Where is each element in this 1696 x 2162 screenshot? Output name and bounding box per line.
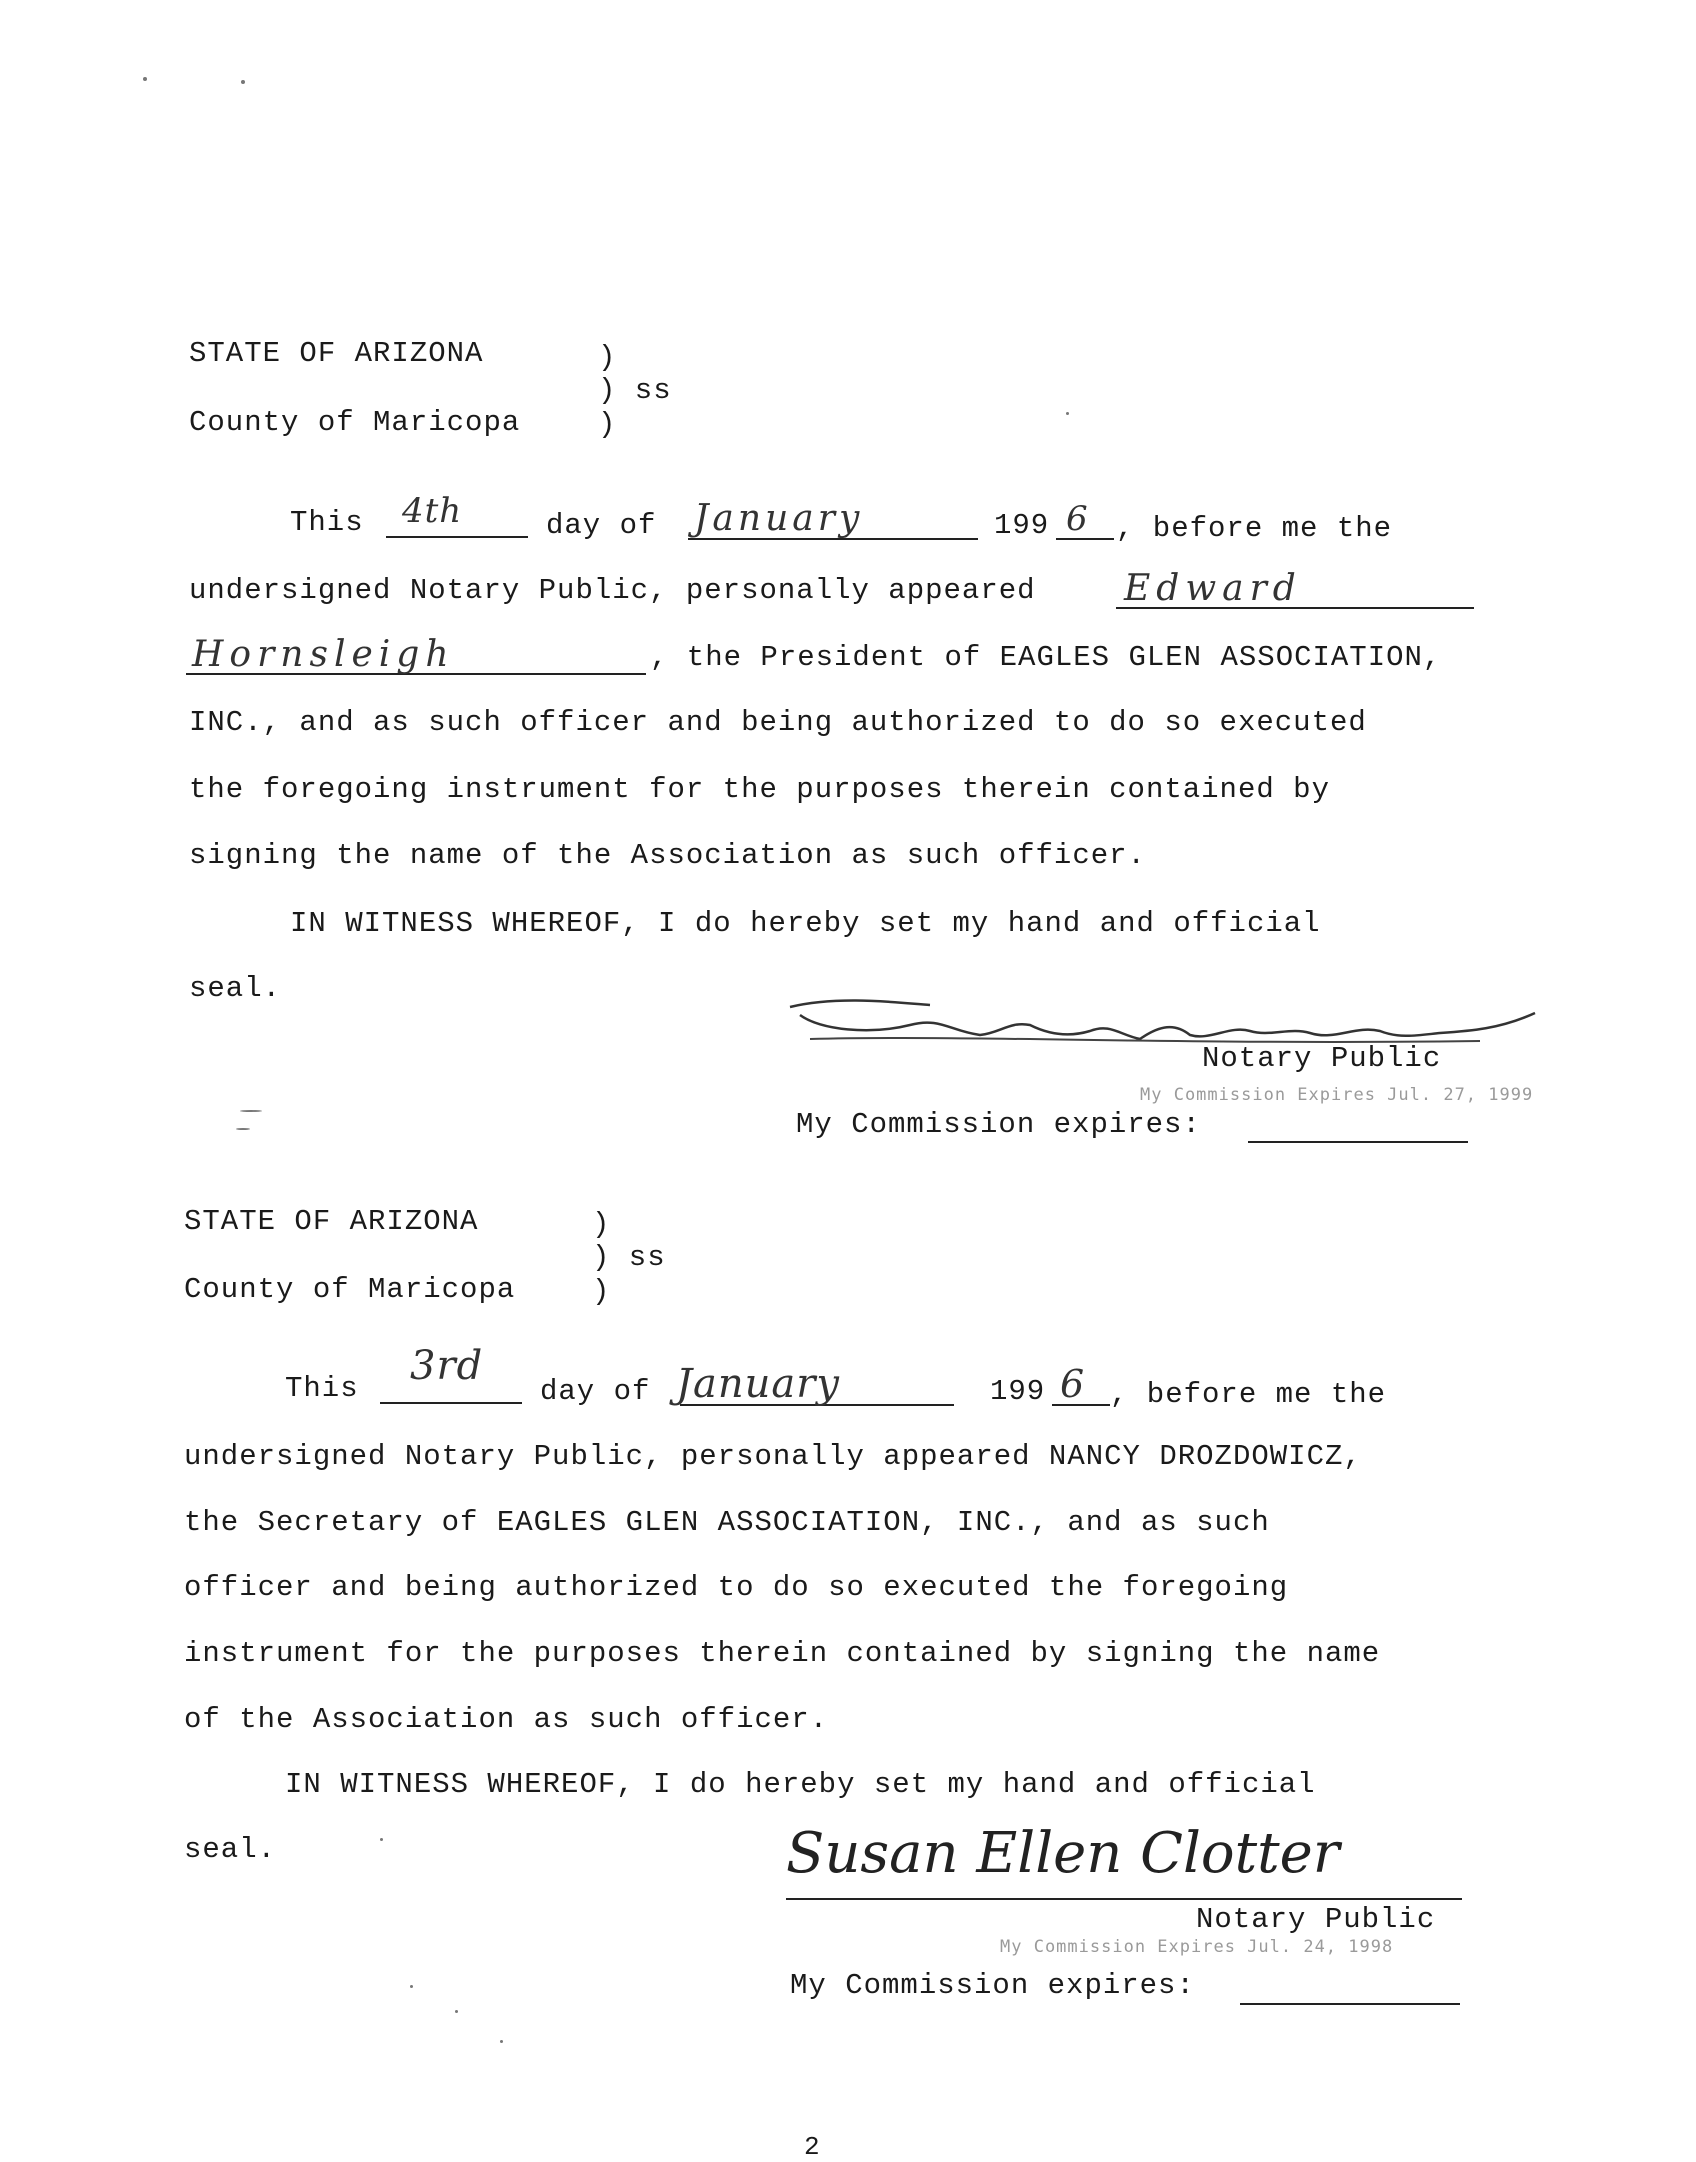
signature-line (786, 1898, 1462, 1900)
body-line: , the President of EAGLES GLEN ASSOCIATION, (650, 641, 1442, 674)
notary-signature-2: Susan Ellen Clotter (786, 1821, 1340, 1886)
handwritten-name: Edward (1124, 568, 1302, 609)
commission-expires-label: My Commission expires: (790, 1969, 1195, 2002)
day-of-text: day of (540, 1375, 651, 1408)
paren: ) (598, 341, 617, 374)
body-line: officer and being authorized to do so executed the foregoing (184, 1571, 1289, 1604)
commission-blank (1240, 2003, 1460, 2005)
county-line: County of Maricopa (189, 406, 521, 439)
witness-line: IN WITNESS WHEREOF, I do hereby set my hand and official (285, 1768, 1316, 1801)
county-line: County of Maricopa (184, 1273, 516, 1306)
notary-public-label: Notary Public (1202, 1042, 1442, 1075)
commission-stamp: My Commission Expires Jul. 27, 1999 (1140, 1085, 1534, 1105)
paren: ) (592, 1275, 611, 1308)
handwritten-day: 3rd (410, 1343, 484, 1389)
notary-public-label: Notary Public (1196, 1903, 1436, 1936)
commission-stamp: My Commission Expires Jul. 24, 1998 (1000, 1937, 1394, 1957)
year-prefix: 199 (994, 509, 1050, 542)
paren: ) (592, 1208, 611, 1241)
body-line: undersigned Notary Public, personally appeared NANCY DROZDOWICZ, (184, 1440, 1362, 1473)
before-me-text: , before me the (1116, 512, 1393, 545)
ss-marker: ) ss (598, 374, 672, 407)
body-line: instrument for the purposes therein contained by signing the name (184, 1637, 1381, 1670)
witness-line: IN WITNESS WHEREOF, I do hereby set my hand and official (290, 907, 1321, 940)
commission-blank (1248, 1141, 1468, 1143)
body-line: the Secretary of EAGLES GLEN ASSOCIATION, INC., and as such (184, 1506, 1270, 1539)
handwritten-surname: Hornsleigh (192, 634, 455, 675)
handwritten-year: 6 (1060, 1362, 1086, 1406)
handwritten-month: January (694, 498, 864, 539)
seal-word: seal. (184, 1833, 277, 1866)
body-line: INC., and as such officer and being authorized to do so executed (189, 706, 1367, 739)
body-line: undersigned Notary Public, personally appeared (189, 574, 1036, 607)
handwritten-year: 6 (1066, 499, 1089, 539)
paren: ) (598, 408, 617, 441)
state-line: STATE OF ARIZONA (184, 1205, 479, 1238)
handwritten-month: January (676, 1361, 840, 1407)
page-number: 2 (804, 2132, 821, 2162)
day-blank (380, 1402, 522, 1404)
ss-marker: ) ss (592, 1241, 666, 1274)
day-of-text: day of (546, 509, 657, 542)
before-me-text: , before me the (1110, 1378, 1387, 1411)
body-line: of the Association as such officer. (184, 1703, 829, 1736)
this-word: This (285, 1372, 359, 1405)
handwritten-day: 4th (402, 491, 463, 531)
body-line: signing the name of the Association as such officer. (189, 839, 1146, 872)
day-blank (386, 536, 528, 538)
commission-expires-label: My Commission expires: (796, 1108, 1201, 1141)
year-prefix: 199 (990, 1375, 1046, 1408)
this-word: This (290, 506, 364, 539)
body-line: the foregoing instrument for the purposes therein contained by (189, 773, 1330, 806)
seal-word: seal. (189, 972, 282, 1005)
state-line: STATE OF ARIZONA (189, 337, 484, 370)
